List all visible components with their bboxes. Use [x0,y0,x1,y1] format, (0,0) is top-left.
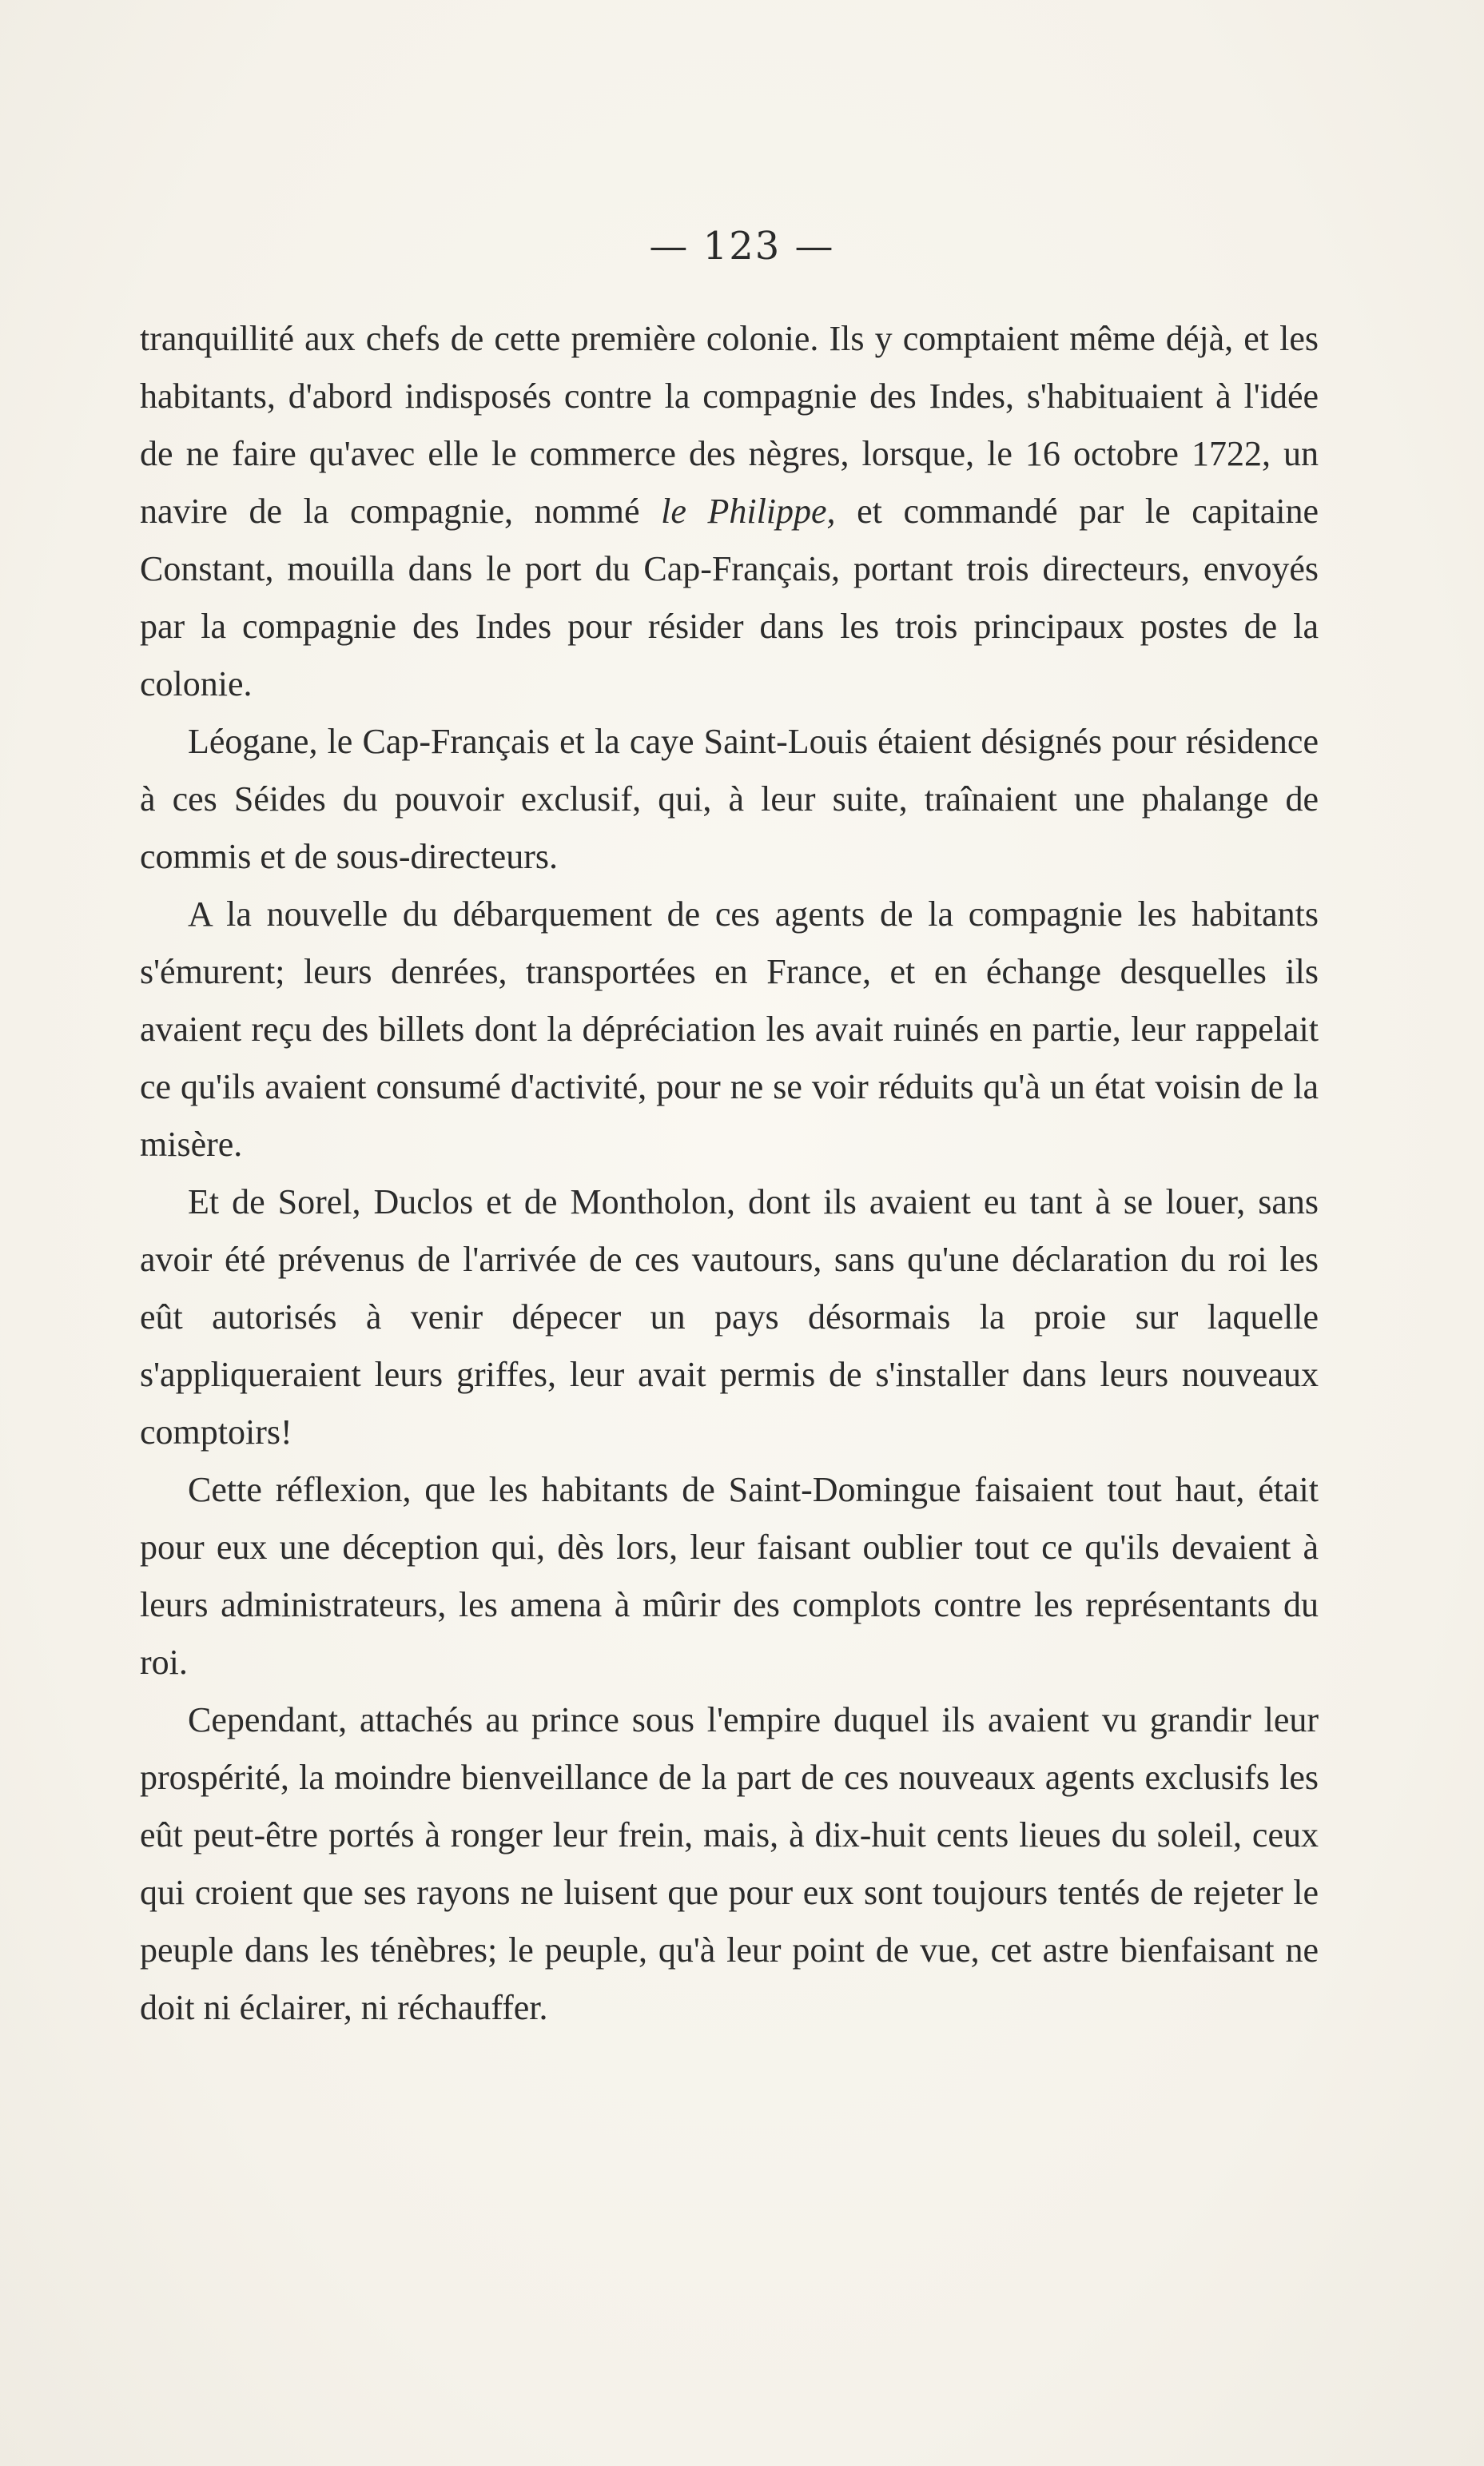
paragraph-4: Et de Sorel, Duclos et de Montholon, dont ils avaient eu tant à se louer, sans avoir été prévenus de l'arrivée de ces vautours, sans qu'une déclaration du roi les eût autorisés à venir dépecer un pays désormais la proie sur laquelle s'appliqueraient leurs griffes, leur avait permis de s'installer dans leurs nouveaux comptoirs! [140,1182,1319,1452]
paragraph-1-text: tranquillité aux chefs de cette première colonie. Ils y comptaient même déjà, et les habitants, d'abord indisposés contre la compagnie des Indes, s'habituaient à l'idée de ne faire qu'avec elle le commerce des nègres, lorsque, le 16 octobre 1722, un navire de la compagnie, nommé [140,319,1319,531]
paragraph-5: Cette réflexion, que les habitants de Saint-Domingue faisaient tout haut, était pour eux une déception qui, dès lors, leur faisant oublier tout ce qu'ils devaient à leurs administrateurs, les amena à mûrir des complots contre les représentants du roi. [140,1470,1319,1682]
body-text [140,310,1319,2037]
paragraph-1 [140,310,1319,713]
ship-name: le Philippe, [661,492,836,531]
paragraph-6: Cependant, attachés au prince sous l'empire duquel ils avaient vu grandir leur prospérité, la moindre bienveillance de la part de ces nouveaux agents exclusifs les eût peut-être portés à ronger leur frein, mais, à dix-huit cents lieues du soleil, ceux qui croient que ses rayons ne luisent que pour eux sont toujours tentés de rejeter le peuple dans les ténèbres; le peuple, qu'à leur point de vue, cet astre bienfaisant ne doit ni éclairer, ni réchauffer. [140,1700,1319,2027]
paragraph-3: A la nouvelle du débarquement de ces agents de la compagnie les habitants s'émurent; leurs denrées, transportées en France, et en échange desquelles ils avaient reçu des billets dont la dépréciation les avait ruinés en partie, leur rappelait ce qu'ils avaient consumé d'activité, pour ne se voir réduits qu'à un état voisin de la misère. [140,894,1319,1164]
paragraph-1-text-after: et commandé par le capitaine Constant, mouilla dans le port du Cap-Français, portant trois directeurs, envoyés par la compagnie des Indes pour résider dans les trois principaux postes de la colonie. [140,492,1319,703]
paragraph-2: Léogane, le Cap-Français et la caye Saint-Louis étaient désignés pour résidence à ces Séides du pouvoir exclusif, qui, à leur suite, traînaient une phalange de commis et de sous-directeurs. [140,722,1319,876]
page-number: — 123 — [649,224,835,269]
